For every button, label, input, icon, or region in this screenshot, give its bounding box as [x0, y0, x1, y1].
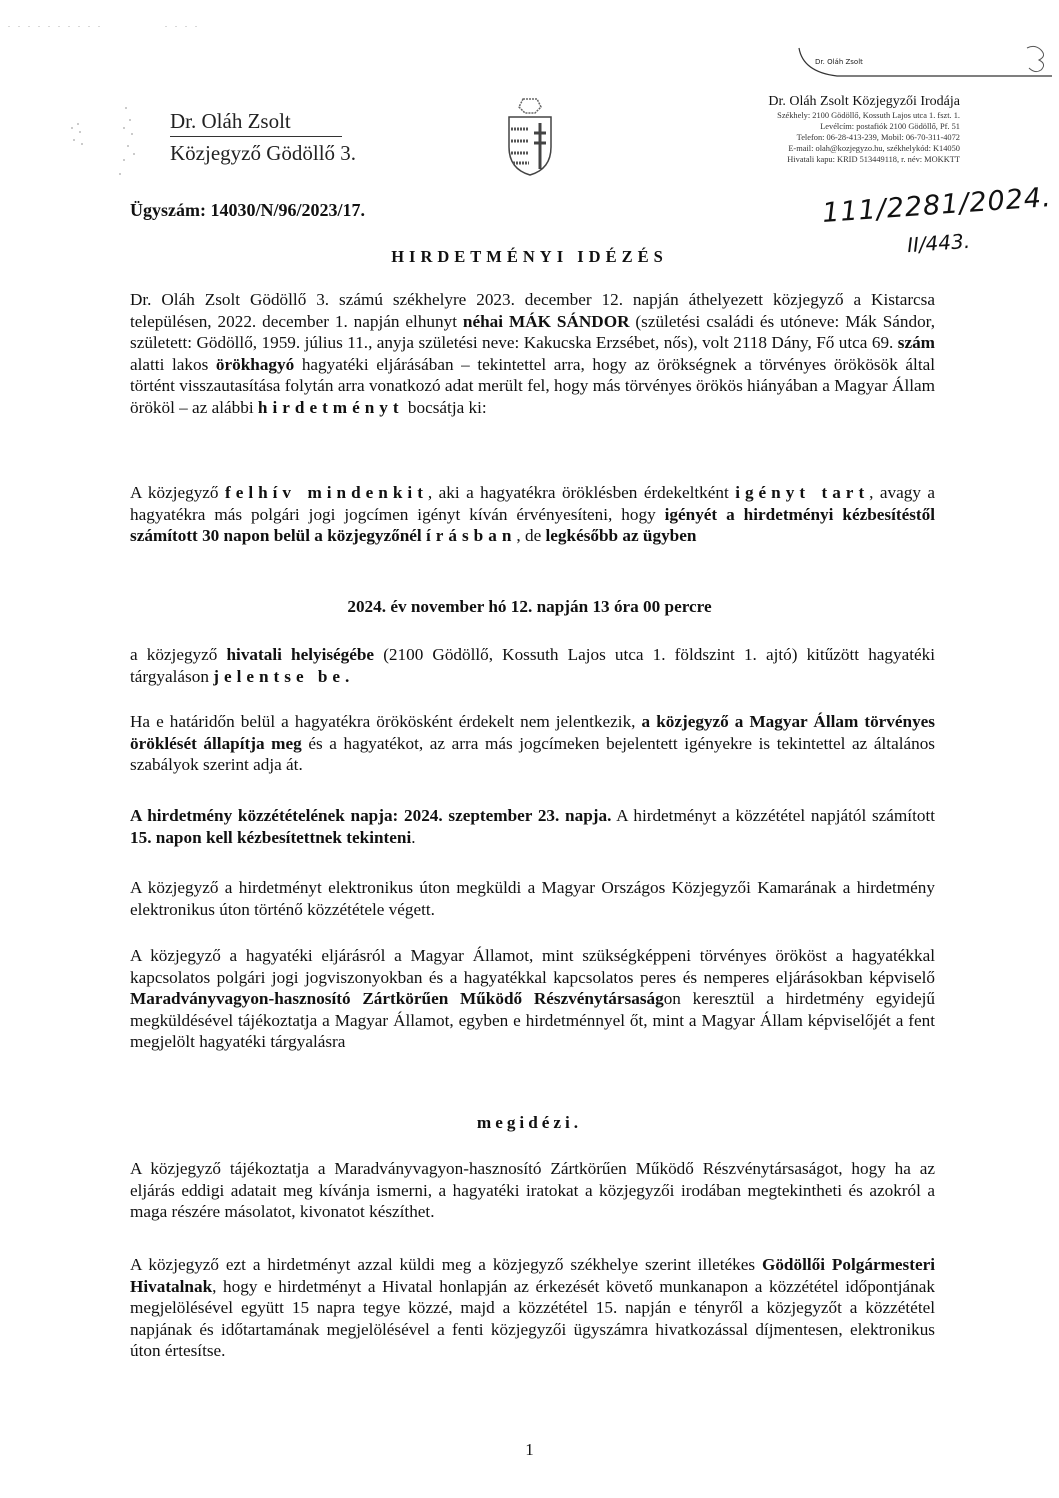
- paragraph-publication-date: A hirdetmény közzétételének napja: 2024. szeptember 23. napja. A hirdetményt a közzététel napjától számított 15. napon kell kézbesítettnek tekinteni.: [130, 806, 935, 847]
- office-phone: Telefon: 06-28-413-239, Mobil: 06-70-311-4072: [796, 133, 960, 142]
- notary-name: Dr. Oláh Zsolt: [170, 108, 342, 137]
- letterhead-left: [170, 108, 356, 167]
- scan-artifact: . . . .: [165, 20, 200, 29]
- paragraph-hearing-location: a közjegyző hivatali helyiségébe (2100 Gödöllő, Kossuth Lajos utca 1. földszint 1. ajtó) kitűzött hagyatéki tárgyaláson jelentse be.: [130, 645, 936, 686]
- paragraph-state-representative: A közjegyző a hagyatéki eljárásról a Magyar Államot, mint szükségképpeni törvényes örököst a hagyatékkal kapcsolatos polgári jogi jogviszonyokban és a hagyatékkal kapcsolatos peres és nemperes eljárásokban képviselő Maradványvagyon-hasznosító Zártkörűen Működő Részvénytársaságon keresztül a hirdetmény egyidejű megküldésével tájékoztatja a Magyar Államot, egyben e hirdetménnyel őt, mint a Magyar Állam képviselőjét a fent megjelölt hagyatéki tárgyalásra: [130, 946, 935, 1051]
- notary-logo-icon: [58, 98, 158, 180]
- hearing-deadline: 2024. év november hó 12. napján 13 óra 00 percre: [347, 597, 712, 616]
- document-title: HIRDETMÉNYI IDÉZÉS: [391, 247, 668, 266]
- handwritten-reference: 111/2281/2024.: [821, 182, 1053, 229]
- office-gateway: Hivatali kapu: KRID 513449118, r. név: MOKKTT: [787, 155, 960, 164]
- scan-artifact: . . . . . . . . . .: [8, 20, 103, 29]
- handwritten-sub-reference: II/443.: [906, 228, 971, 258]
- office-postal: Levélcím: postafiók 2100 Gödöllő, Pf. 51: [820, 122, 960, 131]
- office-email: E-mail: olah@kozjegyzo.hu, székhelykód: K14050: [788, 144, 960, 153]
- official-stamp: [797, 42, 1059, 78]
- paragraph-file-access: A közjegyző tájékoztatja a Maradványvagyon-hasznosító Zártkörűen Működő Részvénytársaságot, hogy ha az eljárás eddigi adatait meg kívánja ismerni, a hagyatéki iratokat a közjegyzői irodában megtekintheti és azokról a maga részére másolatot, kivonatot készíthet.: [130, 1159, 935, 1221]
- notary-title: Közjegyző Gödöllő 3.: [170, 141, 357, 165]
- letterhead-right: [740, 93, 960, 165]
- summon-word: megidézi.: [476, 1113, 583, 1132]
- paragraph-chamber-notice: A közjegyző a hirdetményt elektronikus úton megküldi a Magyar Országos Közjegyzői Kamarának a hirdetmény elektronikus úton történő közzététele végett.: [130, 878, 935, 919]
- case-number: Ügyszám: 14030/N/96/2023/17.: [130, 200, 365, 220]
- page-number: 1: [525, 1440, 534, 1459]
- office-name: Dr. Oláh Zsolt Közjegyzői Irodája: [768, 94, 960, 109]
- paragraph-municipality-publication: A közjegyző ezt a hirdetményt azzal küldi meg a közjegyző székhelye szerint illetékes Gödöllői Polgármesteri Hivatalnak, hogy e hirdetményt a Hivatal honlapján az érkezését követő munkanapon a közzététel időpontjának megjelölésével együtt 15 napra tegye közzé, majd a közzététel 15. napján e tényről a közjegyzőt a közzététel napjának és időtartamának megjelölésével a fenti közjegyzői ügyszámra hivatkozással díjmentesen, elektronikus úton értesítse.: [130, 1255, 935, 1360]
- stamp-text: Dr. Oláh Zsolt: [815, 58, 863, 66]
- paragraph-intro: Dr. Oláh Zsolt Gödöllő 3. számú székhelyre 2023. december 12. napján áthelyezett közjegyző a Kistarcsa településen, 2022. december 1. napján elhunyt néhai MÁK SÁNDOR (születési családi és utóneve: Mák Sándor, született: Gödöllő, 1959. július 11., anyja születési neve: Kakucska Erzsébet, nős), volt 2118 Dány, Fő utca 69. szám alatti lakos örökhagyó hagyatéki eljárásában – tekintettel arra, hogy az örökségnek a törvényes örökösök által történt visszautasítása folytán arra vonatkozó adat merült fel, hogy más törvényes örökös hiányában a Magyar Állam örököl – az alábbi hirdetményt bocsátja ki:: [130, 290, 935, 417]
- coat-of-arms-icon: [503, 95, 557, 179]
- paragraph-call-for-claims: A közjegyző felhív mindenkit, aki a hagyatékra öröklésben érdekeltként igényt tart, avagy a hagyatékra más polgári jogi jogcímen igényt kíván érvényesíteni, hogy igényét a hirdetményi kézbesítéstől számított 30 napon belül a közjegyzőnél írásban, de legkésőbb az ügyben: [130, 483, 936, 545]
- paragraph-state-inheritance: Ha e határidőn belül a hagyatékra örökösként érdekelt nem jelentkezik, a közjegyző a Magyar Állam törvényes öröklését állapítja meg és a hagyatékot, az arra más jogcímeken bejelentett igényekre is tekintettel az általános szabályok szerint adja át.: [130, 712, 935, 774]
- office-address: Székhely: 2100 Gödöllő, Kossuth Lajos utca 1. fszt. 1.: [777, 111, 960, 120]
